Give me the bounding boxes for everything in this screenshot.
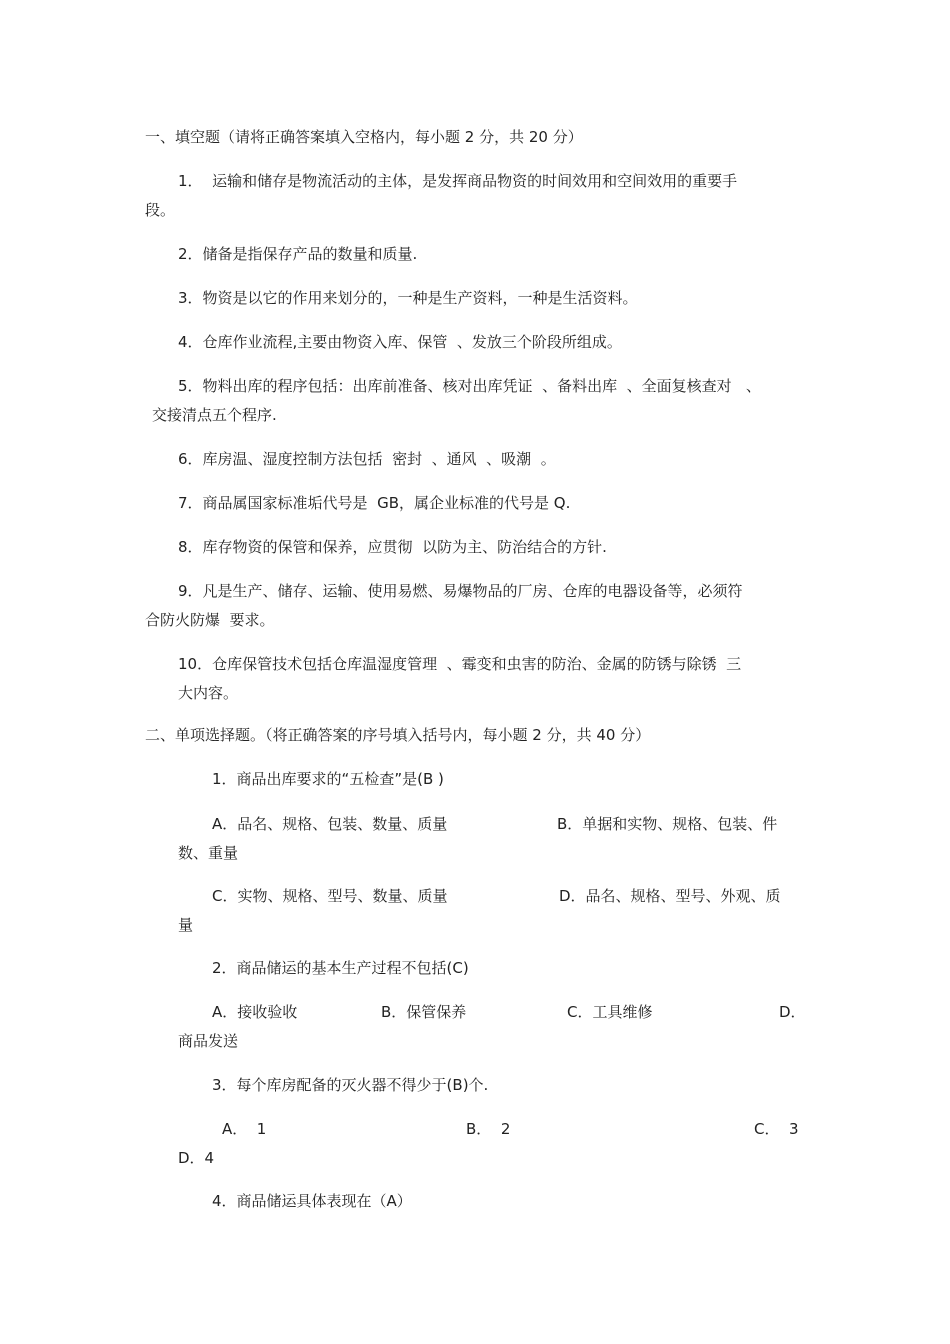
q5-line2: 交接清点五个程序. — [152, 406, 277, 424]
q1-line2: 段。 — [145, 201, 176, 219]
mc-q1-option-d: D．品名、规格、型号、外观、质 — [559, 887, 781, 905]
q6-text: 6．库房温、湿度控制方法包括 密封 、通风 、吸潮 。 — [178, 450, 556, 468]
mc-q1-option-c: C．实物、规格、型号、数量、质量 — [212, 887, 448, 905]
mc-q1-option-d-cont: 量 — [178, 916, 194, 934]
q1-line1: 1． 运输和储存是物流活动的主体，是发挥商品物资的时间效用和空间效用的重要手 — [178, 172, 738, 190]
mc-q3-option-a: A． 1 — [222, 1120, 267, 1138]
section1-title: 一、填空题（请将正确答案填入空格内，每小题 2 分，共 20 分） — [145, 128, 583, 146]
mc-q2-option-d: D． — [779, 1003, 806, 1021]
mc-q3: 3．每个库房配备的灭火器不得少于(B)个. — [212, 1076, 489, 1094]
mc-q2-option-d-cont: 商品发送 — [178, 1032, 239, 1050]
q8-text: 8．库存物资的保管和保养，应贯彻 以防为主、防治结合的方针. — [178, 538, 607, 556]
mc-q3-option-d: D．4 — [178, 1149, 215, 1167]
mc-q3-option-b: B． 2 — [466, 1120, 511, 1138]
q10-line2: 大内容。 — [178, 684, 239, 702]
q5-line1: 5．物料出库的程序包括：出库前准备、核对出库凭证 、备料出库 、全面复核查对 、 — [178, 377, 761, 395]
q2-text: 2．储备是指保存产品的数量和质量. — [178, 245, 418, 263]
q7-text: 7．商品属国家标准垢代号是 GB，属企业标准的代号是 Q. — [178, 494, 571, 512]
mc-q2-option-b: B．保管保养 — [381, 1003, 467, 1021]
q9-line1: 9．凡是生产、储存、运输、使用易燃、易爆物品的厂房、仓库的电器设备等，必须符 — [178, 582, 743, 600]
section2-title: 二、单项选择题。（将正确答案的序号填入括号内，每小题 2 分，共 40 分） — [145, 726, 651, 744]
mc-q2-option-c: C．工具维修 — [567, 1003, 653, 1021]
q9-line2: 合防火防爆 要求。 — [145, 611, 275, 629]
q10-line1: 10．仓库保管技术包括仓库温湿度管理 、霉变和虫害的防治、金属的防锈与除锈 三 — [178, 655, 742, 673]
mc-q4: 4．商品储运具体表现在（A） — [212, 1192, 412, 1210]
q3-text: 3．物资是以它的作用来划分的，一种是生产资料，一种是生活资料。 — [178, 289, 638, 307]
mc-q1-option-b: B．单据和实物、规格、包装、件 — [557, 815, 778, 833]
mc-q1: 1．商品出库要求的“五检查”是(B ) — [212, 770, 444, 788]
q4-text: 4．仓库作业流程,主要由物资入库、保管 、发放三个阶段所组成。 — [178, 333, 622, 351]
mc-q2: 2．商品储运的基本生产过程不包括(C) — [212, 959, 469, 977]
mc-q1-option-a: A．品名、规格、包装、数量、质量 — [212, 815, 448, 833]
mc-q3-option-c: C． 3 — [754, 1120, 799, 1138]
mc-q1-option-b-cont: 数、重量 — [178, 844, 239, 862]
mc-q2-option-a: A．接收验收 — [212, 1003, 298, 1021]
